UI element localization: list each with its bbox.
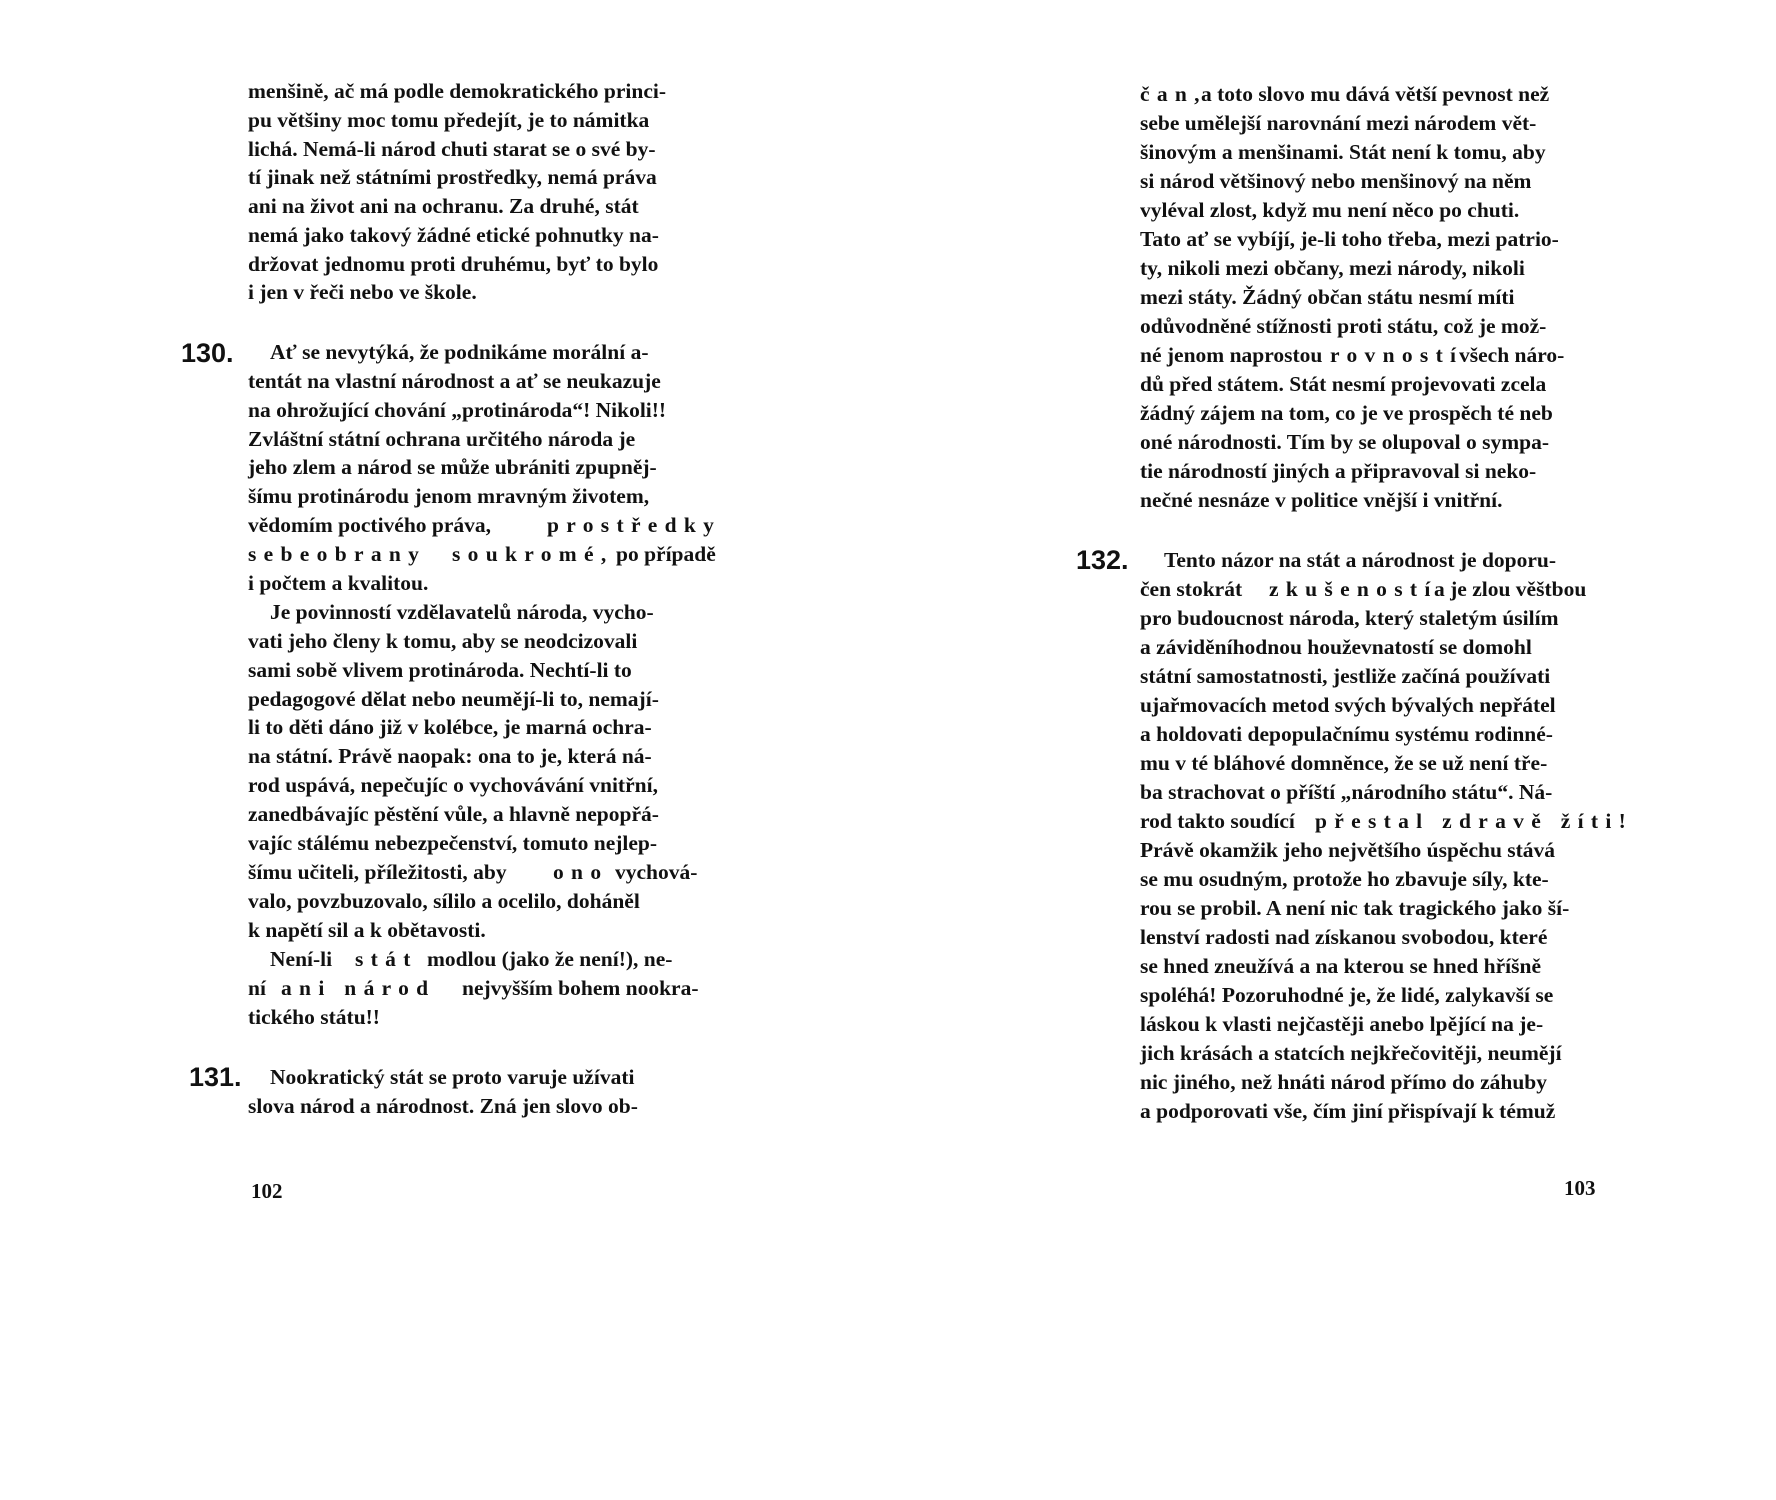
spaced-text: přestal zdravě žíti! — [1315, 809, 1634, 833]
text-line: mezi státy. Žádný občan státu nesmí míti — [1140, 285, 1515, 309]
spaced-text: sebeobrany — [248, 542, 427, 566]
text-line: jeho zlem a národ se může ubrániti zpupněj- — [248, 455, 657, 479]
text-line: nic jiného, než hnáti národ přímo do záhuby — [1140, 1070, 1547, 1094]
text-line: tického státu!! — [248, 1005, 380, 1029]
text-line: vati jeho členy k tomu, aby se neodcizovali — [248, 629, 638, 653]
text-line: li to děti dáno již v kolébce, je marná ochra- — [248, 715, 652, 739]
text-line: Zvláštní státní ochrana určitého národa je — [248, 427, 636, 451]
text-line: všech náro- — [1459, 343, 1565, 367]
text-line: Není-li — [270, 947, 333, 971]
text-line: a je zlou věštbou — [1434, 577, 1587, 601]
text-line: po případě — [616, 542, 716, 566]
text-line: mu v té bláhové domněnce, že se už není tře- — [1140, 751, 1548, 775]
text-line: nejvyšším bohem nookra- — [462, 976, 699, 1000]
text-line: se mu osudným, protože ho zbavuje síly, kte- — [1140, 867, 1549, 891]
text-line: si národ většinový nebo menšinový na něm — [1140, 169, 1532, 193]
text-line: vajíc stálému nebezpečenství, tomuto nejlep- — [248, 831, 658, 855]
text-line: rod uspává, nepečujíc o vychovávání vnitřní, — [248, 773, 658, 797]
text-line: nemá jako takový žádné etické pohnutky na- — [248, 223, 659, 247]
text-line: vyléval zlost, když mu není něco po chuti. — [1140, 198, 1520, 222]
text-line: dů před státem. Stát nesmí projevovati zcela — [1140, 372, 1547, 396]
text-line: vychová- — [615, 860, 698, 884]
text-line: šímu protinárodu jenom mravným životem, — [248, 484, 650, 508]
spaced-text: rovností — [1330, 343, 1464, 367]
text-line: zanedbávajíc pěstění vůle, a hlavně nepopřá- — [248, 802, 659, 826]
paragraph-number: 130. — [181, 338, 234, 368]
text-line: tentát na vlastní národnost a ať se neukazuje — [248, 369, 661, 393]
page-number: 102 — [251, 1179, 283, 1203]
spaced-text: stát — [355, 947, 418, 971]
text-line: jich krásách a statcích nejkřečovitěji, neumějí — [1140, 1041, 1562, 1065]
spaced-text: prostředky — [547, 513, 722, 537]
text-line: né jenom naprostou — [1140, 343, 1323, 367]
text-line: a podporovati vše, čím jiní přispívají k témuž — [1140, 1099, 1556, 1123]
text-line: ani na život ani na ochranu. Za druhé, stát — [248, 194, 639, 218]
text-line: Tato ať se vybíjí, je-li toho třeba, mezi patrio- — [1140, 227, 1559, 251]
text-line: i počtem a kvalitou. — [248, 571, 429, 595]
text-line: k napětí sil a k obětavosti. — [248, 918, 486, 942]
text-line: a záviděníhodnou houževnatostí se domohl — [1140, 635, 1532, 659]
text-line: modlou (jako že není!), ne- — [427, 947, 673, 971]
text-line: láskou k vlasti nejčastěji anebo lpějící na je- — [1140, 1012, 1544, 1036]
text-line: šinovým a menšinami. Stát není k tomu, aby — [1140, 140, 1546, 164]
text-line: valo, povzbuzovalo, sílilo a ocelilo, doháněl — [248, 889, 640, 913]
text-line: nečné nesnáze v politice vnější i vnitřní. — [1140, 488, 1503, 512]
spaced-text: čan, — [1140, 82, 1207, 106]
text-line: Ať se nevytýká, že podnikáme morální a- — [270, 340, 649, 364]
text-line: ty, nikoli mezi občany, mezi národy, nikoli — [1140, 256, 1525, 280]
text-line: sebe umělejší narovnání mezi národem vět- — [1140, 111, 1537, 135]
text-line: Nookratický stát se proto varuje užívati — [270, 1065, 635, 1089]
text-line: slova národ a národnost. Zná jen slovo ob- — [248, 1094, 638, 1118]
text-line: šímu učiteli, příležitosti, aby — [248, 860, 507, 884]
text-line: oné národnosti. Tím by se olupoval o sympa- — [1140, 430, 1549, 454]
text-line: lichá. Nemá-li národ chuti starat se o své by- — [248, 137, 656, 161]
text-line: Právě okamžik jeho největšího úspěchu stává — [1140, 838, 1556, 862]
text-line: ba strachovat o příští „národního státu“. Ná- — [1140, 780, 1553, 804]
text-line: se hned zneužívá a na kterou se hned hříšně — [1140, 954, 1541, 978]
text-line: rod takto soudící — [1140, 809, 1295, 833]
text-line: menšině, ač má podle demokratického princi- — [248, 79, 667, 103]
text-line: pro budoucnost národa, který staletým úsilím — [1140, 606, 1559, 630]
text-line: a holdovati depopulačnímu systému rodinné- — [1140, 722, 1553, 746]
spaced-text: zkušeností — [1269, 577, 1438, 601]
text-line: ujařmovacích metod svých bývalých nepřátel — [1140, 693, 1556, 717]
text-line: čen stokrát — [1140, 577, 1243, 601]
text-line: a toto slovo mu dává větší pevnost než — [1201, 82, 1550, 106]
spaced-text: soukromé, — [452, 542, 614, 566]
paragraph-number: 132. — [1076, 545, 1129, 575]
text-line: Je povinností vzdělavatelů národa, vycho- — [270, 600, 654, 624]
text-line: pu většiny moc tomu předejít, je to námitka — [248, 108, 650, 132]
text-line: žádný zájem na tom, co je ve prospěch té neb — [1140, 401, 1553, 425]
text-line: vědomím poctivého práva, — [248, 513, 492, 537]
text-line: i jen v řeči nebo ve škole. — [248, 280, 477, 304]
text-line: pedagogové dělat nebo neumějí-li to, nemají- — [248, 687, 659, 711]
page-number: 103 — [1564, 1176, 1596, 1200]
spaced-text: ono — [553, 860, 609, 884]
spaced-text: ani národ — [281, 976, 436, 1000]
text-line: spoléhá! Pozoruhodné je, že lidé, zalykavší se — [1140, 983, 1554, 1007]
paragraph-number: 131. — [189, 1062, 242, 1092]
text-line: sami sobě vlivem protinároda. Nechtí-li to — [248, 658, 632, 682]
text-line: tie národností jiných a připravoval si neko- — [1140, 459, 1537, 483]
text-line: tí jinak než státními prostředky, nemá práva — [248, 165, 657, 189]
text-line: na státní. Právě naopak: ona to je, která ná- — [248, 744, 652, 768]
text-line: držovat jednomu proti druhému, byť to bylo — [248, 252, 659, 276]
text-line: ní — [248, 976, 266, 1000]
text-line: státní samostatnosti, jestliže začíná používati — [1140, 664, 1551, 688]
text-line: rou se probil. A není nic tak tragického jako ší- — [1140, 896, 1570, 920]
text-line: lenství radosti nad získanou svobodou, které — [1140, 925, 1548, 949]
text-line: odůvodněné stížnosti proti státu, což je mož- — [1140, 314, 1547, 338]
right-page — [888, 0, 1776, 1500]
text-line: Tento názor na stát a národnost je doporu- — [1164, 548, 1557, 572]
text-line: na ohrožující chování „protinároda“! Nikoli!! — [248, 398, 667, 422]
